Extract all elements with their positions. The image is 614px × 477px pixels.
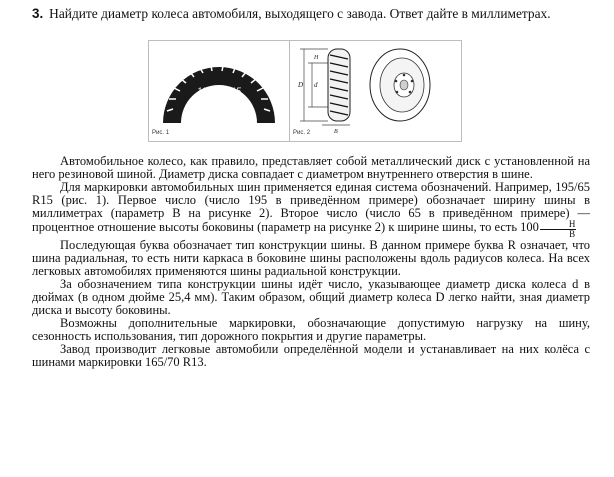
figures-panel [148, 40, 462, 142]
paragraph-3: Последующая буква обозначает тип конструкции шины. В данном примере буква R означает, что шина радиальная, то есть нити каркаса в боковине шины расположены вдоль радиусов колеса. На всех легковых автомобилях применяются шины радиальной конструкции. [32, 238, 590, 278]
paragraph-1: Автомобильное колесо, как правило, представляет собой металлический диск с установленной на него резиновой шиной. Диаметр диска совпадает с диаметром внутреннего отверстия в шине. [32, 154, 590, 181]
task-heading [32, 6, 551, 22]
paragraph-6: Завод производит легковые автомобили определённой модели и устанавливает на них колёса с шинами маркировки 165/70 R13. [32, 342, 590, 369]
tire-sidewall-illustration [149, 41, 289, 129]
task-number: 3. [32, 6, 44, 21]
paragraph-4: За обозначением типа конструкции шины идёт число, указывающее диаметр диска колеса d в дюймах (в одном дюйме 25,4 мм). Таким образом, общий диаметр колеса D легко найти, зная диаметр диска и высоту боковины. [32, 277, 590, 317]
task-text: Найдите диаметр колеса автомобиля, выходящего с завода. Ответ дайте в миллиметрах. [49, 6, 551, 21]
dim-label-B: B [334, 129, 338, 135]
paragraph-2 [32, 181, 590, 239]
dim-label-d: d [314, 81, 318, 89]
dim-label-H: H [314, 55, 319, 61]
figure-1-caption: Рис. 1 [152, 130, 170, 136]
figure-1 [149, 41, 290, 141]
dim-label-D: D [298, 81, 304, 89]
text-body [32, 155, 590, 369]
tire-marking-text: 195/65R15 [196, 86, 242, 96]
fraction-numerator: H [540, 220, 577, 230]
paragraph-5: Возможны дополнительные маркировки, обозначающие допустимую нагрузку на шину, сезонность использования, тип дорожного покрытия и другие параметры. [32, 316, 590, 343]
figure-2-caption: Рис. 2 [293, 130, 311, 136]
figure-2 [290, 41, 461, 141]
ratio-fraction [540, 220, 577, 239]
paragraph-2-text: Для маркировки автомобильных шин применяется единая система обозначений. Например, 195/65 R15 (рис. 1). Первое число (число 195 в приведённом примере) обозначает ширину шины в миллиметрах (параметр B на рисунке 2). Второе число (число 65 в приведённом примере) — процентное отношение высоты боковины (параметр на рисунке 2) к ширине шины, то есть 100 [32, 180, 590, 234]
fraction-denominator: B [569, 229, 576, 239]
